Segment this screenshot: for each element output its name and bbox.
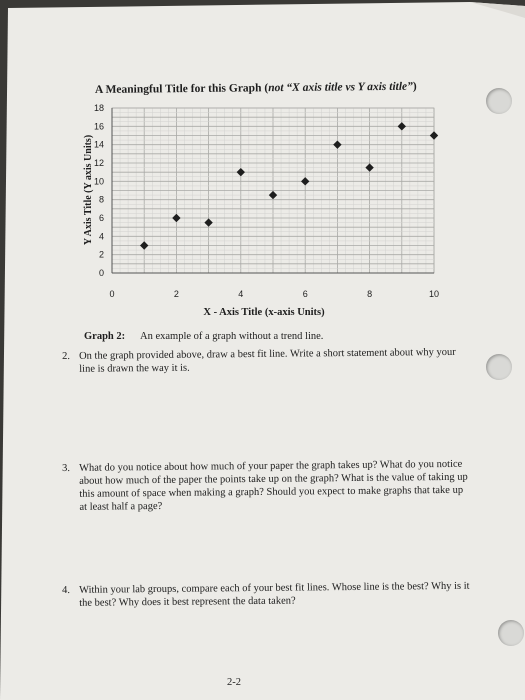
y-tick-label: 12: [93, 158, 104, 168]
x-axis-label: X - Axis Title (x-axis Units): [203, 307, 325, 318]
chart-ticks: [94, 103, 439, 299]
data-point: [333, 140, 341, 148]
question-number: 4.: [62, 584, 71, 596]
graph-title-italic: not “X axis title vs Y axis title”: [268, 80, 413, 95]
x-tick-label: 0: [109, 289, 115, 299]
data-point: [172, 214, 180, 222]
question-number: 2.: [62, 350, 71, 362]
y-tick-label: 0: [98, 268, 104, 278]
x-tick-label: 10: [428, 289, 440, 299]
y-tick-label: 8: [98, 194, 104, 205]
y-tick-label: 4: [98, 231, 104, 242]
x-tick-label: 4: [238, 289, 244, 299]
data-point: [301, 177, 309, 185]
y-tick-label: 2: [98, 249, 104, 260]
graph-title-suffix: ): [412, 80, 417, 93]
question-number: 3.: [62, 462, 71, 474]
data-point: [430, 131, 438, 139]
data-point: [204, 218, 212, 226]
graph-title-prefix: A Meaningful Title for this Graph (: [94, 82, 269, 96]
page-number: 2-2: [227, 677, 241, 688]
question-text: What do you notice about how much of your paper the graph takes up? What do you notice about how much of the paper the points take up on the graph? What is the value of taking up this amount of space when making a graph? Should you expect to make graphs that take up at least half a page?: [79, 458, 468, 514]
x-tick-label: 8: [367, 289, 373, 299]
question-text: Within your lab groups, compare each of your best fit lines. Whose line is the best? Why is it the best? Why does it best represent the data taken?: [79, 580, 470, 609]
chart-grid: [112, 108, 434, 273]
data-point: [398, 122, 406, 130]
y-tick-label: 14: [93, 139, 104, 150]
data-point: [140, 241, 148, 249]
question-4: [62, 580, 474, 609]
punch-hole: [498, 620, 524, 646]
y-tick-label: 6: [98, 213, 104, 223]
x-tick-label: 2: [173, 289, 179, 299]
data-point: [365, 163, 373, 171]
graph-caption-text: An example of a graph without a trend line.: [140, 331, 324, 342]
data-point: [269, 191, 277, 199]
y-tick-label: 18: [93, 103, 104, 113]
y-tick-label: 16: [93, 121, 104, 132]
scatter-chart: [0, 0, 525, 330]
question-3: [62, 458, 472, 514]
question-text: On the graph provided above, draw a best fit line. Write a short statement about why your line is drawn the way it is.: [79, 346, 456, 375]
question-2: [62, 346, 472, 375]
graph-caption-label: Graph 2:: [84, 331, 126, 342]
data-point: [237, 168, 245, 176]
x-tick-label: 6: [302, 289, 308, 299]
punch-hole: [486, 354, 512, 380]
y-tick-label: 10: [93, 176, 104, 187]
y-axis-label: Y Axis Title (Y axis Units): [83, 134, 94, 246]
